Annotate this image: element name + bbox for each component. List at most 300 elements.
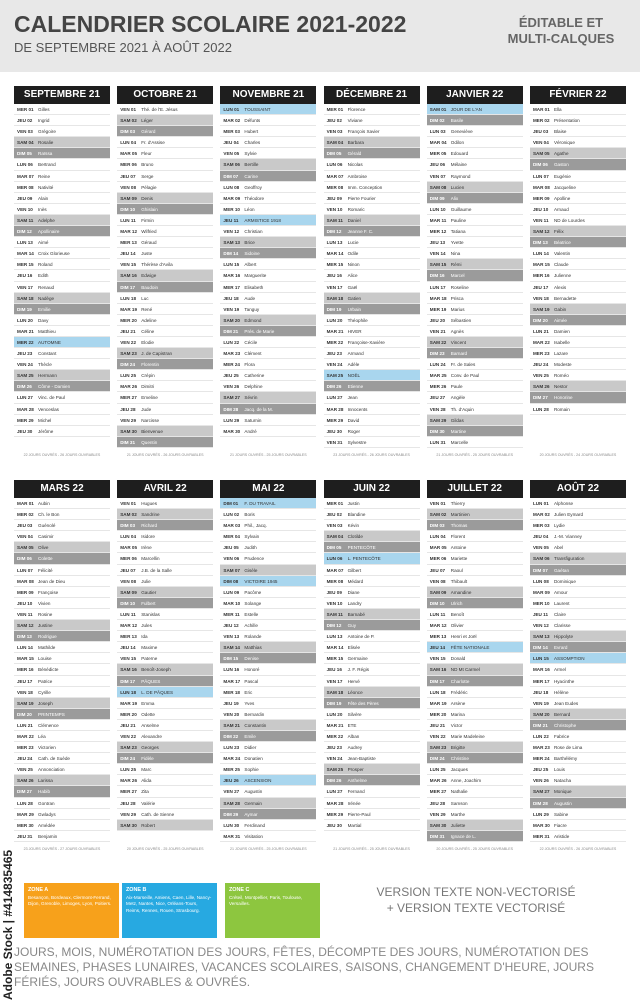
day-number: MAR 23 [532, 745, 550, 751]
month-header: OCTOBRE 21 [117, 86, 213, 104]
day-row [220, 687, 316, 698]
day-row [117, 520, 213, 531]
saint-name: Damien [553, 328, 570, 334]
day-number: LUN 22 [223, 339, 240, 345]
saint-name: Barnard [450, 351, 468, 357]
day-number: MER 01 [17, 107, 34, 112]
saint-name: Monique [553, 789, 572, 795]
day-number: VEN 20 [223, 711, 240, 717]
saint-name: Odilon [450, 140, 465, 146]
day-number: LUN 15 [532, 656, 549, 662]
day-number: SAM 12 [532, 229, 550, 235]
day-row [324, 775, 420, 786]
day-row [14, 620, 110, 631]
day-row [530, 226, 626, 237]
day-number: MAR 08 [532, 184, 550, 190]
saint-name: David [347, 417, 360, 423]
saint-name: Cath. de Suède [38, 756, 70, 762]
day-number: MER 09 [532, 195, 550, 201]
saint-name: VICTOIRE 1945 [244, 578, 278, 584]
day-row [117, 620, 213, 631]
day-number: JEU 17 [532, 284, 549, 290]
saint-name: Henri et Joël [450, 634, 477, 640]
day-row [427, 126, 523, 137]
day-row [530, 798, 626, 809]
day-number: SAM 23 [429, 745, 447, 751]
saint-name: Yves [244, 700, 255, 706]
day-number: VEN 24 [326, 756, 343, 762]
saint-name: Renaud [38, 284, 55, 290]
day-number: LUN 10 [429, 206, 446, 212]
day-row [530, 565, 626, 576]
saint-name: Dominique [553, 578, 576, 584]
day-row [530, 171, 626, 182]
saint-name: Théodore [244, 195, 265, 201]
saint-name: Robert [141, 822, 155, 828]
day-number: DIM 07 [223, 173, 239, 179]
saint-name: L. PENTECÔTE [347, 556, 381, 562]
day-number: JEU 26 [223, 778, 239, 784]
saint-name: Bernadette [553, 295, 577, 301]
saint-name: Claire [553, 611, 566, 617]
day-row [530, 509, 626, 520]
day-number: MAR 26 [429, 778, 447, 784]
day-row [427, 498, 523, 509]
saint-name: Ingrid [38, 118, 50, 124]
day-row [117, 381, 213, 392]
day-number: MER 15 [326, 656, 344, 662]
day-number: DIM 20 [532, 317, 548, 323]
day-number: MAR 05 [120, 151, 138, 157]
day-number: VEN 07 [429, 173, 446, 179]
day-row [530, 248, 626, 259]
day-row [14, 337, 110, 348]
day-row [427, 370, 523, 381]
day-number: LUN 03 [429, 129, 446, 135]
day-row [427, 809, 523, 820]
saint-name: Romain [553, 406, 570, 412]
saint-name: Alain [38, 195, 49, 201]
day-number: JEU 30 [326, 822, 342, 828]
day-row [530, 809, 626, 820]
day-number: SAM 09 [120, 195, 137, 201]
day-row [220, 775, 316, 786]
saint-name: Rodrigue [38, 634, 57, 640]
day-row [14, 764, 110, 775]
month-footer: 21 JOURS OUVRÉS - 26 JOURS OUVRABLES [126, 452, 204, 457]
day-number: JEU 23 [17, 351, 33, 357]
day-row [14, 553, 110, 564]
day-number: MAR 02 [223, 118, 241, 124]
saint-name: Juste [141, 251, 153, 257]
day-row [427, 531, 523, 542]
day-row [117, 259, 213, 270]
saint-name: Irénée [347, 800, 361, 806]
day-number: VEN 11 [17, 611, 33, 617]
day-row [14, 148, 110, 159]
day-number: JEU 02 [326, 512, 342, 518]
day-number: JEU 21 [120, 328, 136, 334]
saint-name: Léon [244, 206, 255, 212]
day-number: MER 10 [532, 600, 550, 606]
day-row [14, 531, 110, 542]
saint-name: Cath. de Sienne [141, 811, 175, 817]
day-row [220, 798, 316, 809]
day-number: LUN 24 [429, 362, 446, 368]
day-number: MAR 19 [429, 700, 447, 706]
day-number: MER 12 [429, 229, 447, 235]
day-row [117, 753, 213, 764]
day-number: MER 18 [223, 689, 240, 695]
saint-name: Pascal [244, 678, 259, 684]
saint-name: Larissa [38, 778, 53, 784]
page-title: CALENDRIER SCOLAIRE 2021-2022 [14, 11, 407, 37]
day-number: JEU 04 [532, 534, 549, 540]
day-row [220, 392, 316, 403]
day-row [324, 404, 420, 415]
day-row [324, 337, 420, 348]
day-number: VEN 29 [120, 417, 137, 423]
saint-name: Barnabé [347, 611, 365, 617]
day-number: JEU 02 [17, 118, 33, 124]
day-number: MER 29 [326, 417, 344, 423]
day-number: JEU 25 [223, 373, 239, 379]
day-number: MER 27 [120, 789, 137, 795]
day-row [117, 326, 213, 337]
day-row [14, 831, 110, 842]
day-row [324, 215, 420, 226]
day-number: LUN 25 [120, 767, 137, 773]
saint-name: Constant [38, 351, 57, 357]
month-footer: 21 JOURS OUVRÉS - 25 JOURS OUVRABLES [230, 452, 307, 457]
day-row [220, 698, 316, 709]
day-row [530, 381, 626, 392]
day-number: SAM 15 [429, 262, 447, 268]
day-row [14, 664, 110, 675]
saint-name: Elisabeth [244, 284, 264, 290]
day-number: LUN 27 [326, 395, 343, 401]
saint-name: Sévrin [244, 395, 258, 401]
day-row [324, 359, 420, 370]
saint-name: Clarisse [553, 623, 571, 629]
day-row [530, 520, 626, 531]
day-row [117, 392, 213, 403]
saint-name: Crépin [141, 373, 155, 379]
saint-name: Aymar [244, 811, 258, 817]
day-row [427, 204, 523, 215]
day-number: VEN 29 [429, 811, 446, 817]
saint-name: Albert [244, 262, 257, 268]
day-row [117, 742, 213, 753]
day-number: MAR 04 [429, 140, 447, 146]
saint-name: Armand [347, 351, 364, 357]
day-row [220, 226, 316, 237]
saint-name: Fabrice [553, 733, 570, 739]
saint-name: Raïssa [38, 151, 53, 157]
day-number: SAM 13 [223, 240, 240, 246]
saint-name: Catherine [244, 373, 265, 379]
day-row [220, 653, 316, 664]
day-row [427, 731, 523, 742]
saint-name: Cécile [244, 339, 258, 345]
day-number: SAM 18 [17, 295, 34, 301]
day-row [324, 664, 420, 675]
day-row [530, 786, 626, 797]
day-row [427, 426, 523, 437]
day-number: SAM 21 [223, 722, 240, 728]
day-number: MER 26 [429, 384, 447, 390]
day-row [427, 337, 523, 348]
month-column [324, 480, 420, 856]
day-number: SAM 22 [429, 339, 447, 345]
day-number: JEU 06 [429, 162, 446, 168]
day-row [14, 204, 110, 215]
day-row [530, 709, 626, 720]
day-row [530, 126, 626, 137]
day-row [117, 731, 213, 742]
saint-name: Honoré [244, 667, 260, 673]
day-row [427, 576, 523, 587]
day-number: DIM 08 [223, 578, 239, 584]
day-row [427, 159, 523, 170]
day-row [427, 775, 523, 786]
day-number: SAM 01 [429, 107, 447, 112]
saint-name: Germaine [347, 656, 368, 662]
day-number: MAR 18 [429, 295, 447, 301]
day-row [117, 531, 213, 542]
saint-name: Venceslas [38, 406, 59, 412]
day-number: JEU 20 [429, 317, 446, 323]
saint-name: Pacôme [244, 589, 262, 595]
saint-name: Luc [141, 295, 149, 301]
saint-name: Valérie [141, 800, 156, 806]
month-column [324, 86, 420, 462]
saint-name: ETE [347, 722, 357, 728]
saint-name: Abel [553, 545, 564, 551]
day-row [117, 315, 213, 326]
saint-name: Rose de Lima [553, 745, 583, 751]
day-row [220, 282, 316, 293]
month-header: MARS 22 [14, 480, 110, 498]
day-row [530, 609, 626, 620]
saint-name: Saturnin [244, 417, 262, 423]
saint-name: Urbain [347, 306, 362, 312]
day-number: MAR 12 [120, 229, 138, 235]
saint-name: Clotilde [347, 534, 363, 540]
day-row [324, 182, 420, 193]
day-row [220, 348, 316, 359]
day-row [220, 820, 316, 831]
saint-name: Florence [347, 107, 366, 112]
saint-name: Edith [38, 273, 49, 279]
saint-name: Rosine [38, 611, 53, 617]
day-row [427, 392, 523, 403]
day-number: LUN 06 [17, 162, 33, 168]
day-number: VEN 28 [429, 406, 446, 412]
saint-name: Fernand [347, 789, 365, 795]
day-row [220, 326, 316, 337]
day-number: JEU 10 [17, 600, 33, 606]
day-number: SAM 11 [326, 611, 343, 617]
day-row [220, 631, 316, 642]
day-row [220, 204, 316, 215]
saint-name: Vincent [450, 339, 466, 345]
month-column [427, 480, 523, 856]
day-number: MER 22 [326, 339, 344, 345]
saint-name: Olive [38, 545, 49, 551]
month-column [117, 86, 213, 462]
day-number: LUN 01 [532, 501, 549, 506]
saint-name: Viviane [347, 118, 363, 124]
day-row [427, 415, 523, 426]
saint-name: Pierre-Paul [347, 811, 371, 817]
day-row [324, 126, 420, 137]
day-row [324, 709, 420, 720]
day-row [117, 415, 213, 426]
day-number: VEN 19 [223, 306, 240, 312]
saint-name: Jacq. de la M. [244, 406, 273, 412]
day-number: MAR 11 [429, 217, 447, 223]
saint-name: Cyrille [38, 689, 51, 695]
day-number: VEN 21 [429, 328, 446, 334]
day-row [324, 731, 420, 742]
saint-name: Gildas [450, 417, 464, 423]
saint-name: Mélaine [450, 162, 467, 168]
saint-name: Lucien [450, 184, 465, 190]
day-number: VEN 03 [17, 129, 33, 135]
saint-name: Marina [450, 711, 465, 717]
saint-name: Jean de Dieu [38, 578, 66, 584]
day-row [427, 359, 523, 370]
month-footer: 20 JOURS OUVRÉS - 25 JOURS OUVRABLES [436, 846, 514, 851]
month-header: NOVEMBRE 21 [220, 86, 316, 104]
day-number: JEU 13 [429, 240, 446, 246]
day-number: DIM 09 [429, 195, 445, 201]
day-row [324, 687, 420, 698]
day-row [14, 182, 110, 193]
day-row [117, 204, 213, 215]
day-row [14, 653, 110, 664]
day-row [324, 193, 420, 204]
day-row [14, 171, 110, 182]
day-row [14, 498, 110, 509]
day-number: VEN 15 [120, 262, 137, 268]
day-row [324, 348, 420, 359]
saint-name: Sylvain [244, 534, 260, 540]
day-number: SAM 25 [326, 767, 344, 773]
day-number: MAR 21 [17, 328, 34, 334]
day-number: DIM 17 [120, 284, 135, 290]
day-number: SAM 25 [17, 373, 34, 379]
day-number: JEU 21 [120, 722, 136, 728]
saint-name: André [244, 428, 257, 434]
day-number: SAM 27 [532, 789, 550, 795]
day-row [530, 282, 626, 293]
day-row [427, 404, 523, 415]
saint-name: Eric [244, 689, 253, 695]
saint-name: Jean [347, 395, 358, 401]
saint-name: Justin [347, 501, 360, 506]
day-row [427, 148, 523, 159]
day-number: SAM 19 [17, 700, 34, 706]
day-row [220, 542, 316, 553]
saint-name: Marguerite [244, 273, 267, 279]
saint-name: Véronique [553, 140, 575, 146]
saint-name: Christophe [553, 722, 577, 728]
day-number: SAM 02 [429, 512, 447, 518]
day-number: JEU 18 [532, 689, 549, 695]
saint-name: Geneviève [450, 129, 473, 135]
day-number: VEN 31 [326, 439, 343, 445]
day-row [220, 137, 316, 148]
day-row [530, 370, 626, 381]
day-number: LUN 07 [532, 173, 549, 179]
saint-name: Mathilde [38, 645, 56, 651]
day-number: VEN 12 [532, 623, 549, 629]
saint-name: Thierry [450, 501, 466, 506]
day-row [14, 126, 110, 137]
day-row [220, 337, 316, 348]
day-number: VEN 10 [326, 206, 343, 212]
month-column [220, 86, 316, 462]
day-row [324, 764, 420, 775]
day-number: LUN 18 [429, 689, 446, 695]
day-number: MER 16 [532, 273, 550, 279]
day-row [427, 282, 523, 293]
day-number: DIM 21 [223, 328, 239, 334]
saint-name: Angèle [450, 395, 466, 401]
saint-name: Annonciation [38, 767, 65, 773]
saint-name: Justine [38, 623, 53, 629]
day-row [14, 753, 110, 764]
day-number: DIM 05 [326, 545, 342, 551]
day-row [14, 731, 110, 742]
saint-name: Christine [450, 756, 469, 762]
day-number: LUN 23 [223, 745, 240, 751]
day-number: JEU 14 [429, 645, 446, 651]
page-subtitle: DE SEPTEMBRE 2021 À AOÛT 2022 [14, 40, 232, 55]
saint-name: Alphonse [553, 501, 574, 506]
saint-name: Isabelle [553, 339, 570, 345]
saint-name: Paterne [141, 656, 158, 662]
day-row [427, 226, 523, 237]
day-number: DIM 24 [429, 756, 445, 762]
saint-name: Michel [38, 417, 52, 423]
saint-name: Bénédicte [38, 667, 59, 673]
day-row [14, 609, 110, 620]
saint-name: Rolande [244, 634, 262, 640]
day-row [117, 193, 213, 204]
day-row [117, 542, 213, 553]
day-row [530, 698, 626, 709]
saint-name: Croix Glorieuse [38, 251, 70, 257]
saint-name: Olivier [450, 623, 464, 629]
day-row [220, 598, 316, 609]
saint-name: Charles [244, 140, 261, 146]
day-number: DIM 26 [326, 778, 342, 784]
saint-name: Fr. d'Assise [141, 140, 165, 146]
saint-name: Côme - Damien [38, 384, 71, 390]
header-band [0, 0, 640, 72]
day-row [427, 270, 523, 281]
saint-name: Elodie [141, 339, 154, 345]
saint-name: Transfiguration [553, 556, 585, 562]
saint-name: Hyacinthe [553, 678, 575, 684]
day-number: VEN 25 [17, 767, 33, 773]
day-number: LUN 02 [223, 512, 240, 518]
saint-name: Brigitte [450, 745, 466, 751]
day-row [14, 786, 110, 797]
